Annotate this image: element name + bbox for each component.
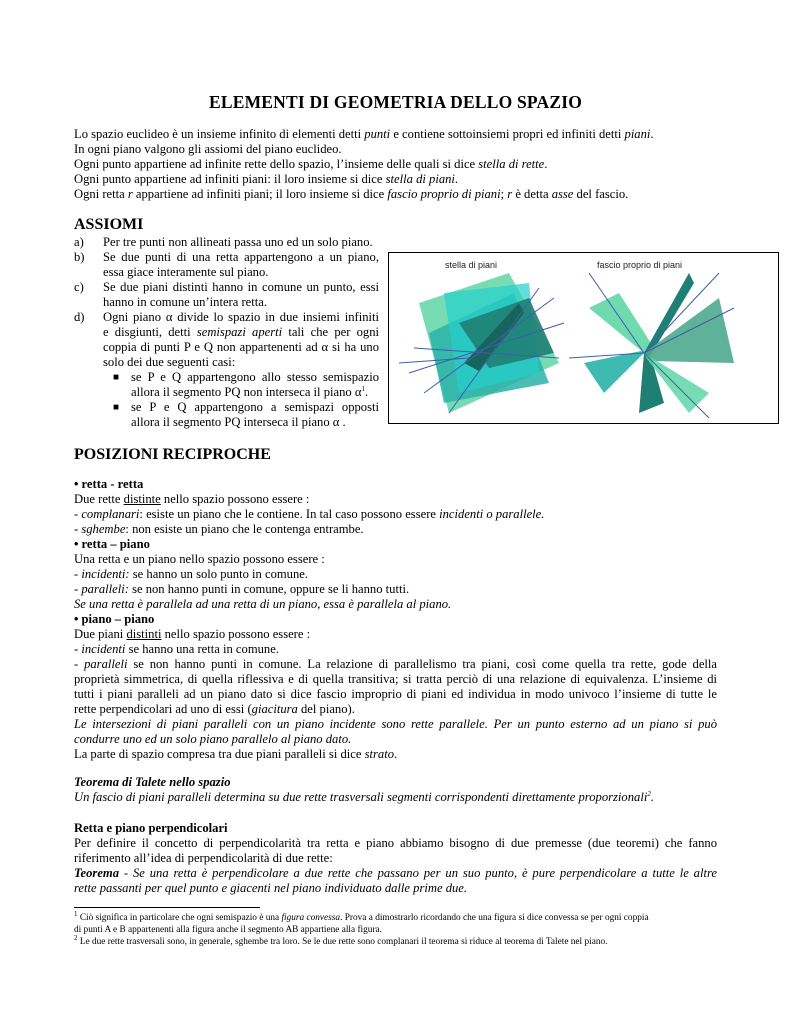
intro-text: . bbox=[544, 157, 548, 171]
assiomi-heading: ASSIOMI bbox=[74, 216, 144, 233]
perp-heading: Retta e piano perpendicolari bbox=[74, 821, 228, 835]
theorem-label: Teorema bbox=[74, 866, 120, 880]
piano-piano-heading: • piano – piano bbox=[74, 612, 155, 626]
axiom-b-line-2: essa giace interamente sul piano. bbox=[103, 265, 269, 279]
axiom-d-line-2 bbox=[103, 325, 379, 341]
axiom-c-line-2: hanno in comune un’intera retta. bbox=[103, 295, 268, 309]
axiom-d-line-3: coppia di punti P e Q non appartenenti ad α si ha uno bbox=[103, 340, 379, 354]
intro-line-4 bbox=[74, 172, 458, 188]
fascio-proprio-icon bbox=[569, 273, 734, 418]
piano-piano-line-4: proprietà simmetrica, di quella riflessiva e di quella transitiva; si tratta perciò di una relazione di equivalenza. L’insieme di bbox=[74, 672, 717, 686]
term-paralleli: paralleli: bbox=[81, 582, 129, 596]
text: . bbox=[394, 747, 398, 761]
retta-retta-line-3 bbox=[74, 522, 364, 538]
retta-piano-line-3 bbox=[74, 582, 409, 598]
term-figura-convessa: figura convessa bbox=[281, 913, 341, 923]
text: - bbox=[74, 657, 85, 671]
intro-term-fascio: fascio proprio di piani bbox=[387, 187, 501, 201]
intro-text: . bbox=[650, 127, 654, 141]
perp-line-1: Per definire il concetto di perpendicolarità tra retta e piano abbiamo bisogno di due premesse (due teoremi) che fanno bbox=[74, 836, 717, 850]
perp-theorem-line-1 bbox=[74, 866, 717, 882]
intro-text: Ogni punto appartiene ad infinite rette dello spazio, l’insieme delle quali si dice bbox=[74, 157, 479, 171]
footnote-divider bbox=[74, 907, 260, 908]
piano-piano-note-1: Le intersezioni di piani paralleli con un piano incidente sono rette parallele. Per un punto esterno ad un piano si può bbox=[74, 717, 717, 731]
footnote-number: 1 bbox=[74, 909, 78, 918]
retta-piano-line-1: Una retta e un piano nello spazio possono essere : bbox=[74, 552, 325, 566]
axiom-d-line-4: solo dei due seguenti casi: bbox=[103, 355, 236, 369]
planes-figure bbox=[388, 252, 779, 424]
axiom-d-line-1: Ogni piano α divide lo spazio in due insiemi infiniti bbox=[103, 310, 379, 324]
axiom-label: b) bbox=[74, 250, 85, 264]
piano-piano-line-3 bbox=[74, 657, 717, 673]
text: Le due rette trasversali sono, in generale, sghembe tra loro. Se le due rette sono complanari il teorema si riduce al teorema di Talete nel piano. bbox=[77, 937, 608, 947]
piano-piano-line-9 bbox=[74, 747, 397, 763]
text: : non esiste un piano che le contenga entrambe. bbox=[125, 522, 364, 536]
talete-heading: Teorema di Talete nello spazio bbox=[74, 775, 231, 789]
footnote-1-line-2: di punti A e B appartenenti alla figura anche il segmento AB appartiene alla figura. bbox=[74, 925, 382, 935]
retta-piano-heading: • retta – piano bbox=[74, 537, 150, 551]
text: nello spazio possono essere : bbox=[161, 627, 311, 641]
perp-line-2: riferimento all’idea di perpendicolarità di due rette: bbox=[74, 851, 333, 865]
intro-text: . bbox=[454, 172, 459, 186]
intro-text: Ogni punto appartiene ad infiniti piani: il loro insieme si dice bbox=[74, 172, 386, 186]
talete-statement: Un fascio di piani paralleli determina su due rette trasversali segmenti corrispondenti direttamente proporzionali bbox=[74, 790, 648, 804]
term-distinte: distinte bbox=[123, 492, 161, 506]
term-giacitura: giacitura bbox=[251, 702, 298, 716]
footnote-ref-2[interactable]: 2 bbox=[647, 789, 651, 798]
term-distinti: distinti bbox=[126, 627, 162, 641]
stella-di-piani-icon bbox=[399, 273, 564, 413]
term-complanari: complanari bbox=[81, 507, 140, 521]
term-paralleli: paralleli bbox=[84, 657, 128, 671]
intro-var-r: r bbox=[127, 187, 133, 201]
page-title: ELEMENTI DI GEOMETRIA DELLO SPAZIO bbox=[208, 92, 583, 112]
retta-retta-heading: • retta - retta bbox=[74, 477, 144, 491]
footnote-1-line-1 bbox=[74, 909, 649, 925]
term-strato: strato bbox=[364, 747, 394, 761]
retta-retta-line-2 bbox=[74, 507, 544, 523]
intro-text: Ogni retta bbox=[74, 187, 128, 201]
axiom-b-line-1: Se due punti di una retta appartengono a un piano, bbox=[103, 250, 379, 264]
text: se hanno una retta in comune. bbox=[125, 642, 279, 656]
piano-piano-note-2: condurre uno ed un solo piano parallelo al piano dato. bbox=[74, 732, 352, 746]
text: - bbox=[74, 642, 82, 656]
retta-piano-note: Se una retta è parallela ad una retta di un piano, essa è parallela al piano. bbox=[74, 597, 452, 611]
text: La parte di spazio compresa tra due piani paralleli si dice bbox=[74, 747, 365, 761]
axiom-text: tali che per ogni bbox=[282, 325, 379, 339]
case-1-line-1: se P e Q appartengono allo stesso semispazio bbox=[131, 370, 379, 384]
text: nello spazio possono essere : bbox=[160, 492, 310, 506]
text: - bbox=[74, 507, 82, 521]
term-sghembe: sghembe bbox=[81, 522, 126, 536]
intro-term-piani: piani bbox=[624, 127, 651, 141]
intro-term-asse: asse bbox=[551, 187, 574, 201]
text: - bbox=[74, 582, 82, 596]
talete-text bbox=[74, 790, 654, 806]
case-2-line-1: se P e Q appartengono a semispazi opposti bbox=[131, 400, 379, 414]
intro-line-3 bbox=[74, 157, 547, 173]
term-incidenti: incidenti: bbox=[81, 567, 130, 581]
piano-piano-line-5: tutti i piani paralleli ad un piano dato si dice fascio improprio di piani ed individua in modo univoco l’insieme di tutte le bbox=[74, 687, 717, 701]
piano-piano-line-6 bbox=[74, 702, 355, 718]
figure-caption-fascio: fascio proprio di piani bbox=[597, 260, 683, 270]
intro-line-1 bbox=[74, 127, 654, 143]
intro-text: del fascio. bbox=[573, 187, 629, 201]
axiom-term-semispazi: semispazi aperti bbox=[196, 325, 283, 339]
text: . bbox=[650, 790, 654, 804]
axiom-text: e disgiunti, detti bbox=[103, 325, 197, 339]
footnote-2 bbox=[74, 933, 608, 949]
case-text: . bbox=[364, 385, 369, 399]
case-2-line-2: allora il segmento PQ interseca il piano α . bbox=[131, 415, 346, 429]
axiom-label: a) bbox=[74, 235, 84, 249]
perp-theorem-line-2: rette passanti per quel punto e giacenti nel piano individuato dalle prime due. bbox=[74, 881, 468, 895]
intro-text: ; bbox=[500, 187, 508, 201]
bullet-icon: ■ bbox=[113, 402, 120, 413]
text: Due rette bbox=[74, 492, 124, 506]
text: se non hanno punti in comune. La relazione di parallelismo tra piani, così come quella tra rette, gode della bbox=[127, 657, 718, 671]
text: del piano). bbox=[297, 702, 355, 716]
text: - bbox=[74, 522, 82, 536]
intro-term-stella-piani: stella di piani bbox=[385, 172, 455, 186]
intro-term-punti: punti bbox=[364, 127, 391, 141]
planes-illustration bbox=[389, 253, 778, 423]
axiom-label: d) bbox=[74, 310, 85, 324]
figure-caption-stella: stella di piani bbox=[445, 260, 498, 270]
text: - bbox=[74, 567, 82, 581]
axiom-a: Per tre punti non allineati passa uno ed un solo piano. bbox=[103, 235, 373, 249]
axiom-label: c) bbox=[74, 280, 84, 294]
case-text: allora il segmento PQ non interseca il piano α bbox=[131, 385, 362, 399]
footnote-ref-1[interactable]: 1 bbox=[361, 384, 365, 393]
text: . Prova a dimostrarlo ricordando che una figura si dice convessa se per ogni coppia bbox=[340, 913, 649, 923]
piano-piano-line-1 bbox=[74, 627, 310, 643]
intro-line-2: In ogni piano valgono gli assiomi del piano euclideo. bbox=[74, 142, 342, 156]
intro-var-r: r bbox=[507, 187, 513, 201]
bullet-icon: ■ bbox=[113, 372, 120, 383]
text: se non hanno punti in comune, oppure se li hanno tutti. bbox=[128, 582, 410, 596]
intro-text: Lo spazio euclideo è un insieme infinito di elementi detti bbox=[74, 127, 365, 141]
term-incidenti-parallele: incidenti o parallele. bbox=[439, 507, 545, 521]
retta-retta-line-1 bbox=[74, 492, 309, 508]
intro-term-stella-rette: stella di rette bbox=[478, 157, 545, 171]
intro-text: è detta bbox=[512, 187, 552, 201]
term-incidenti: incidenti bbox=[81, 642, 126, 656]
intro-text: appartiene ad infiniti piani; il loro insieme si dice bbox=[132, 187, 388, 201]
piano-piano-line-2 bbox=[74, 642, 279, 658]
footnote-number: 2 bbox=[74, 933, 78, 942]
retta-piano-line-2 bbox=[74, 567, 308, 583]
axiom-c-line-1: Se due piani distinti hanno in comune un punto, essi bbox=[103, 280, 379, 294]
text: : esiste un piano che le contiene. In tal caso possono essere bbox=[139, 507, 440, 521]
text: rette perpendicolari ad uno di essi ( bbox=[74, 702, 252, 716]
theorem-text: - Se una retta è perpendicolare a due rette che passano per un suo punto, è pure perpendicolare a tutte le altre bbox=[119, 866, 717, 880]
intro-text: e contiene sottoinsiemi propri ed infiniti detti bbox=[390, 127, 625, 141]
text: Ciò significa in particolare che ogni semispazio è una bbox=[77, 913, 282, 923]
posizioni-heading: POSIZIONI RECIPROCHE bbox=[74, 446, 271, 463]
case-1-line-2 bbox=[131, 385, 368, 401]
text: se hanno un solo punto in comune. bbox=[129, 567, 309, 581]
intro-line-5 bbox=[74, 187, 628, 203]
text: Due piani bbox=[74, 627, 127, 641]
